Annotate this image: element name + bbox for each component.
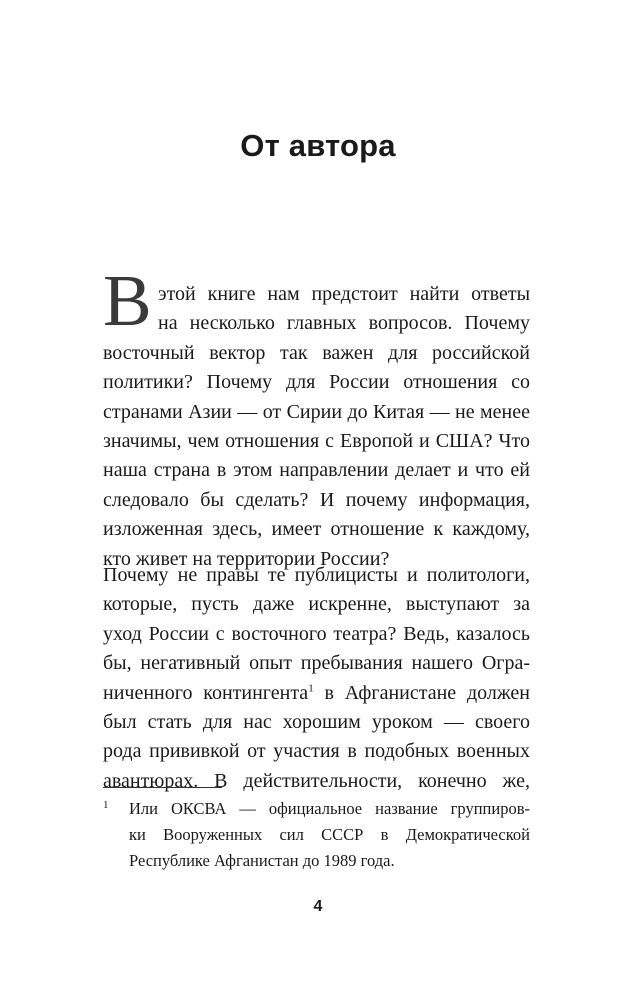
paragraph-line: политики? Почему для России отношения со [103,371,530,394]
footnote-text [129,796,530,874]
paragraph-2 [103,561,530,796]
drop-cap-letter: В [103,260,152,341]
footnote-line: Республике Афганистан до 1989 года. [129,851,395,870]
paragraph-line: Почему не правы те публицисты и политологи, [103,564,530,586]
footnote-line: ки Вооруженных сил СССР в Демократической [129,825,530,844]
footnote-divider [103,787,222,788]
paragraph-text: в Афганистане должен [313,681,530,704]
paragraph-line: значимы, чем отношения с Европой и США? Что [103,429,530,452]
footnote-mark: 1 [103,799,109,811]
paragraph-line: уход России с восточного театра? Ведь, казалось [103,622,530,645]
footnote [103,796,530,874]
paragraph-line: наша страна в этом направлении делает и что ей [103,459,530,482]
paragraph-line: рода прививкой от участия в подобных военных [103,740,530,763]
page-number: 4 [313,898,323,915]
paragraph-text: ниченного контингента [103,681,309,704]
paragraph-line: изложенная здесь, имеет отношение к каждому, [103,518,530,541]
paragraph-1 [103,280,530,574]
paragraph-line: этой книге нам предстоит найти ответы [158,283,530,305]
paragraph-line: бы, негативный опыт пребывания нашего Огра- [103,652,530,675]
paragraph-line: был стать для нас хорошим уроком — своего [103,710,530,733]
chapter-title: От автора [240,128,396,163]
paragraph-line: авантюрах. В действительности, конечно же, [103,769,530,792]
paragraph-line: на несколько главных вопросов. Почему [158,312,530,335]
paragraph-line: восточный вектор так важен для российской [103,341,530,364]
paragraph-line [103,679,530,708]
paragraph-line: следовало бы сделать? И почему информация, [103,488,530,511]
footnote-reference[interactable]: 1 [308,681,314,694]
paragraph-line: странами Азии — от Сирии до Китая — не менее [103,400,530,423]
paragraph-line: которые, пусть даже искренне, выступают за [103,593,530,616]
footnote-line: Или ОКСВА — официальное название группиров- [129,799,530,818]
paragraph-line: кто живет на территории России? [103,547,390,570]
